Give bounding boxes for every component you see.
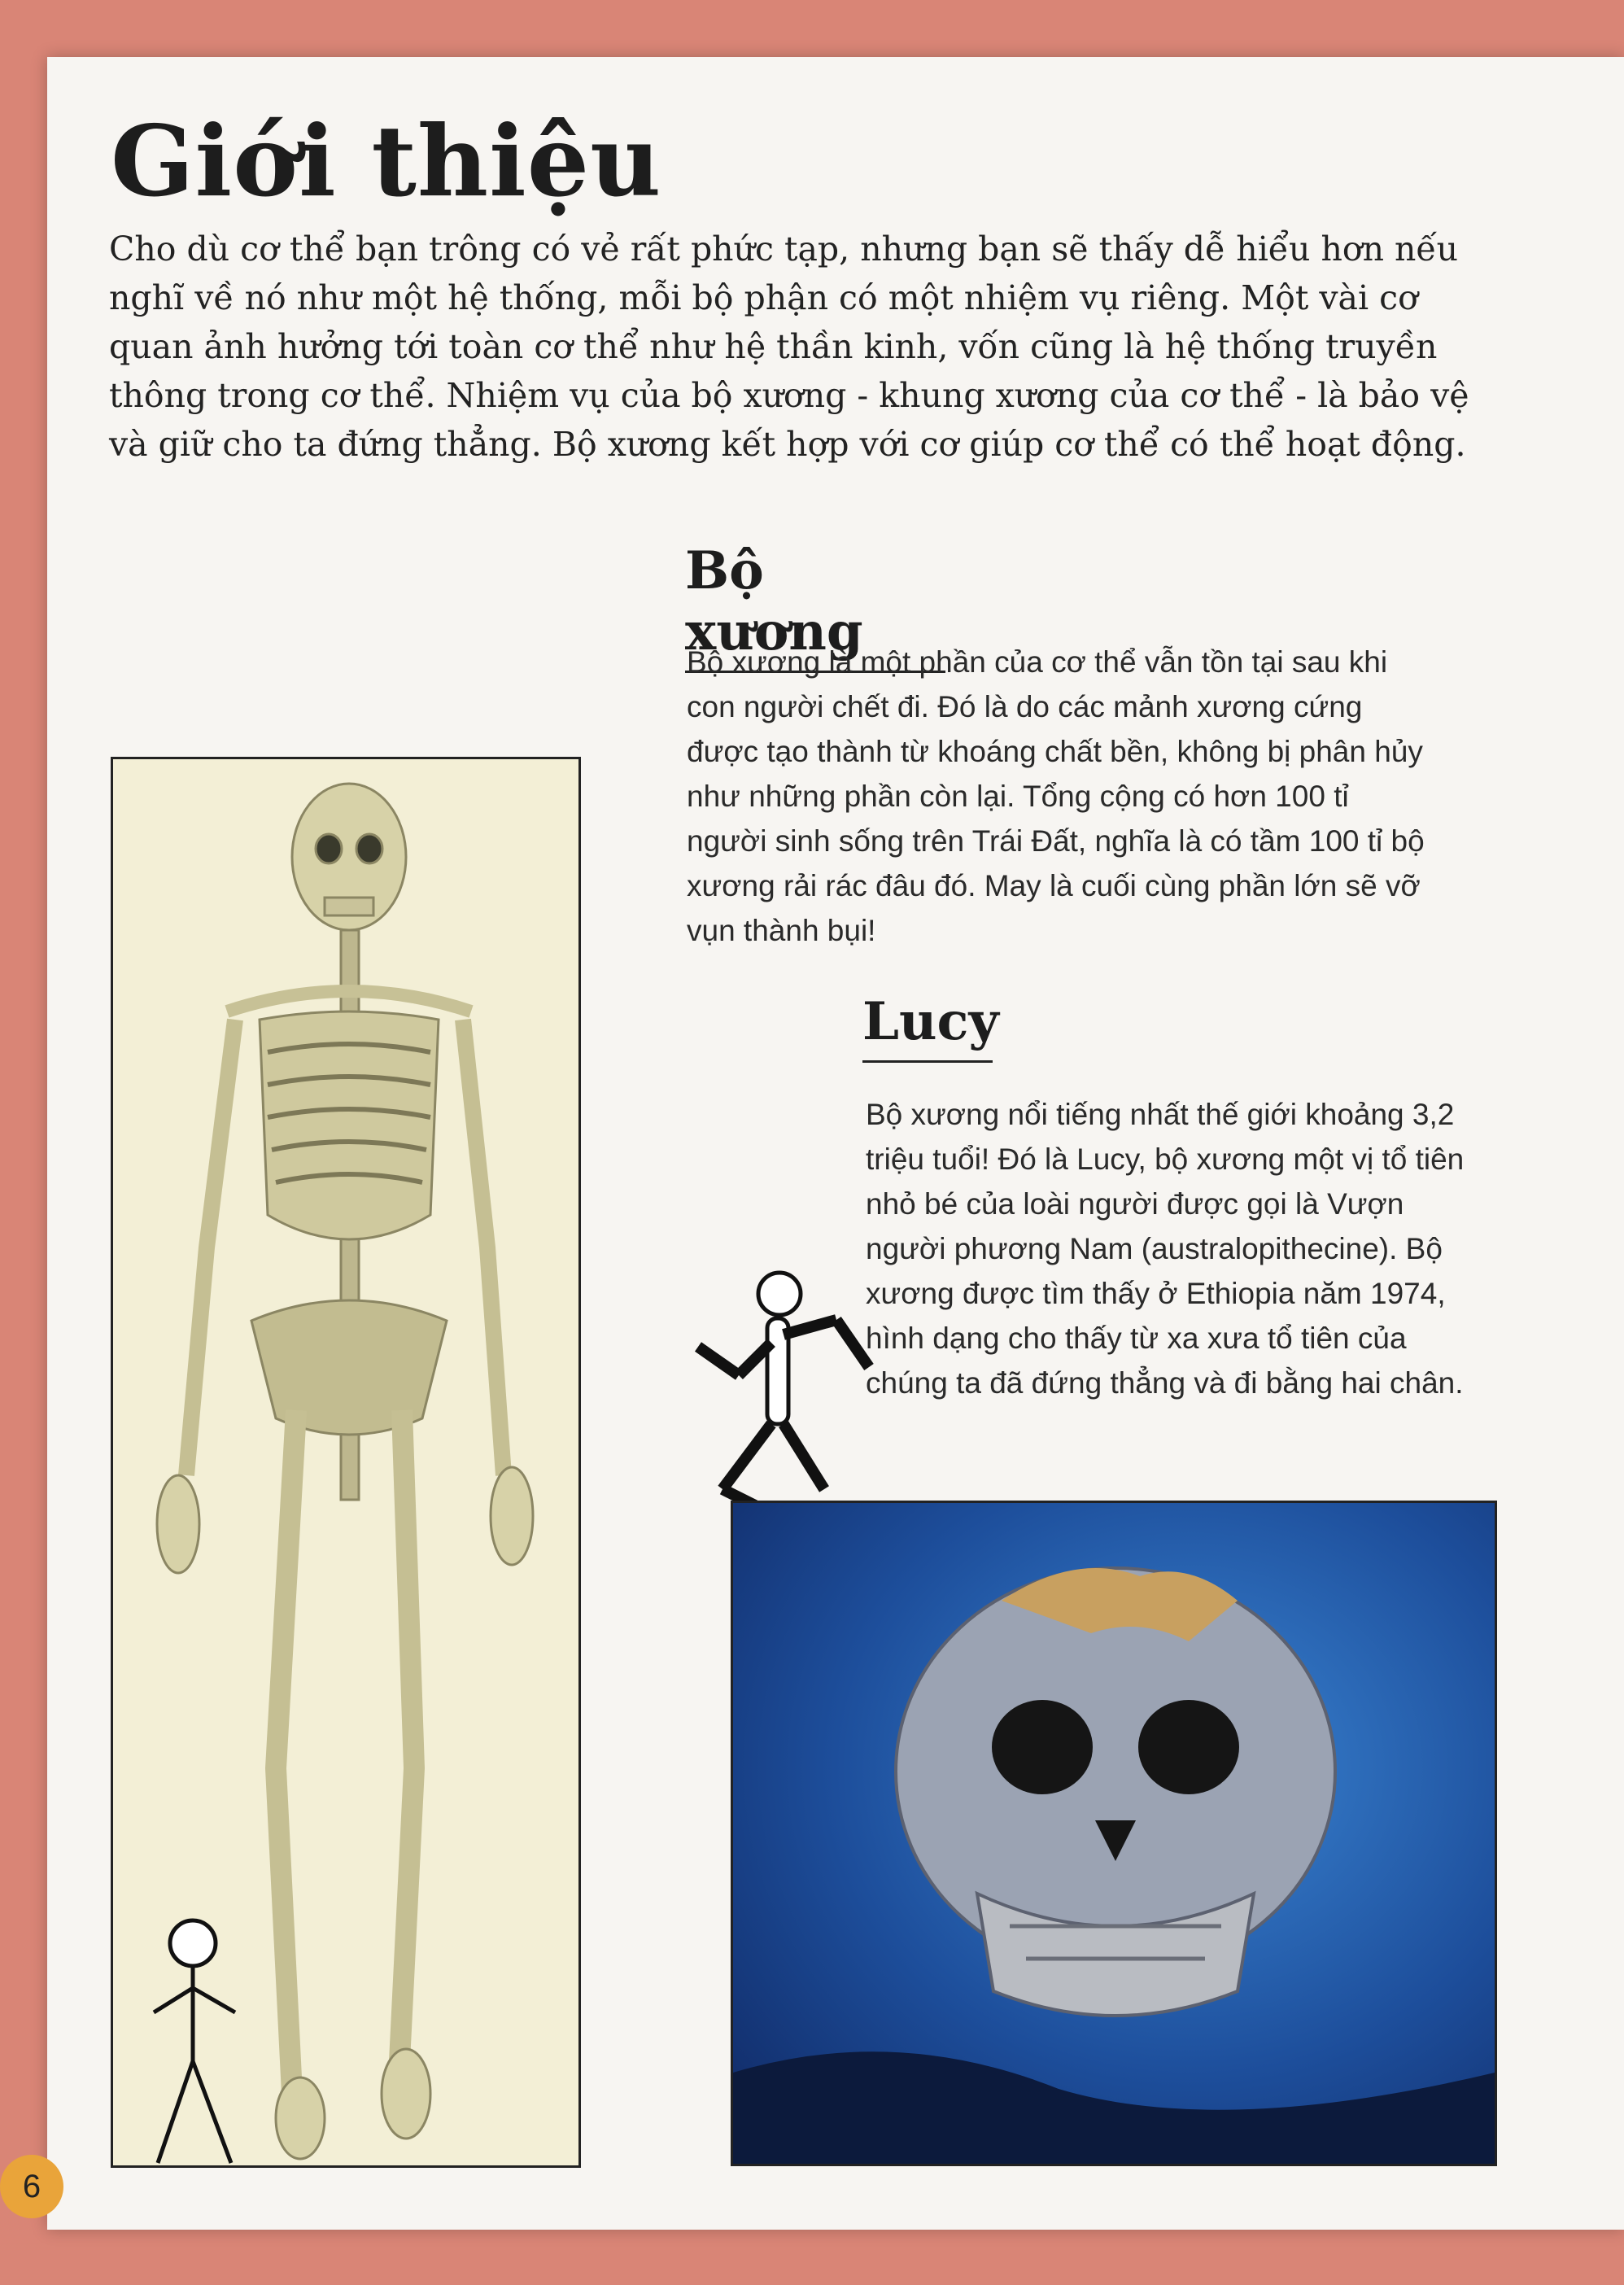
lucy-skull-image	[731, 1501, 1497, 2166]
page-title: Giới thiệu	[111, 104, 662, 219]
walking-stick-figure-icon	[649, 1253, 918, 1514]
skeleton-image	[111, 757, 581, 2168]
stick-figure-icon	[154, 1920, 235, 2163]
lucy-heading: Lucy	[862, 991, 993, 1063]
page-number-badge: 6	[0, 2155, 63, 2218]
intro-paragraph: Cho dù cơ thể bạn trông có vẻ rất phức tạp, nhưng bạn sẽ thấy dễ hiểu hơn nếu nghĩ về nó như một hệ thống, mỗi bộ phận có một nhiệm vụ riêng. Một vài cơ quan ảnh hưởng tới toàn cơ thể như hệ thần kinh, vốn cũng là hệ thống truyền thông trong cơ thể. Nhiệm vụ của bộ xương - khung xương của cơ thể - là bảo vệ và giữ cho ta đứng thẳng. Bộ xương kết hợp với cơ giúp cơ thể có thể hoạt động.	[109, 229, 1469, 464]
lucy-paragraph: Bộ xương nổi tiếng nhất thế giới khoảng 3,2 triệu tuổi! Đó là Lucy, bộ xương một vị tổ tiên nhỏ bé của loài người được gọi là Vượn người phương Nam (australopithecine). Bộ xương được tìm thấy ở Ethiopia năm 1974, hình dạng cho thấy từ xa xưa tổ tiên của chúng ta đã đứng thẳng và đi bằng hai chân.	[866, 1098, 1465, 1400]
book-page	[47, 57, 1624, 2230]
skeleton-heading: Bộ xương	[685, 540, 945, 673]
skeleton-paragraph: Bộ xương là một phần của cơ thể vẫn tồn tại sau khi con người chết đi. Đó là do các mảnh xương cứng được tạo thành từ khoáng chất bền, không bị phân hủy như những phần còn lại. Tổng cộng có hơn 100 tỉ người sinh sống trên Trái Đất, nghĩa là có tầm 100 tỉ bộ xương rải rác đâu đó. May là cuối cùng phần lớn sẽ vỡ vụn thành bụi!	[687, 645, 1425, 947]
